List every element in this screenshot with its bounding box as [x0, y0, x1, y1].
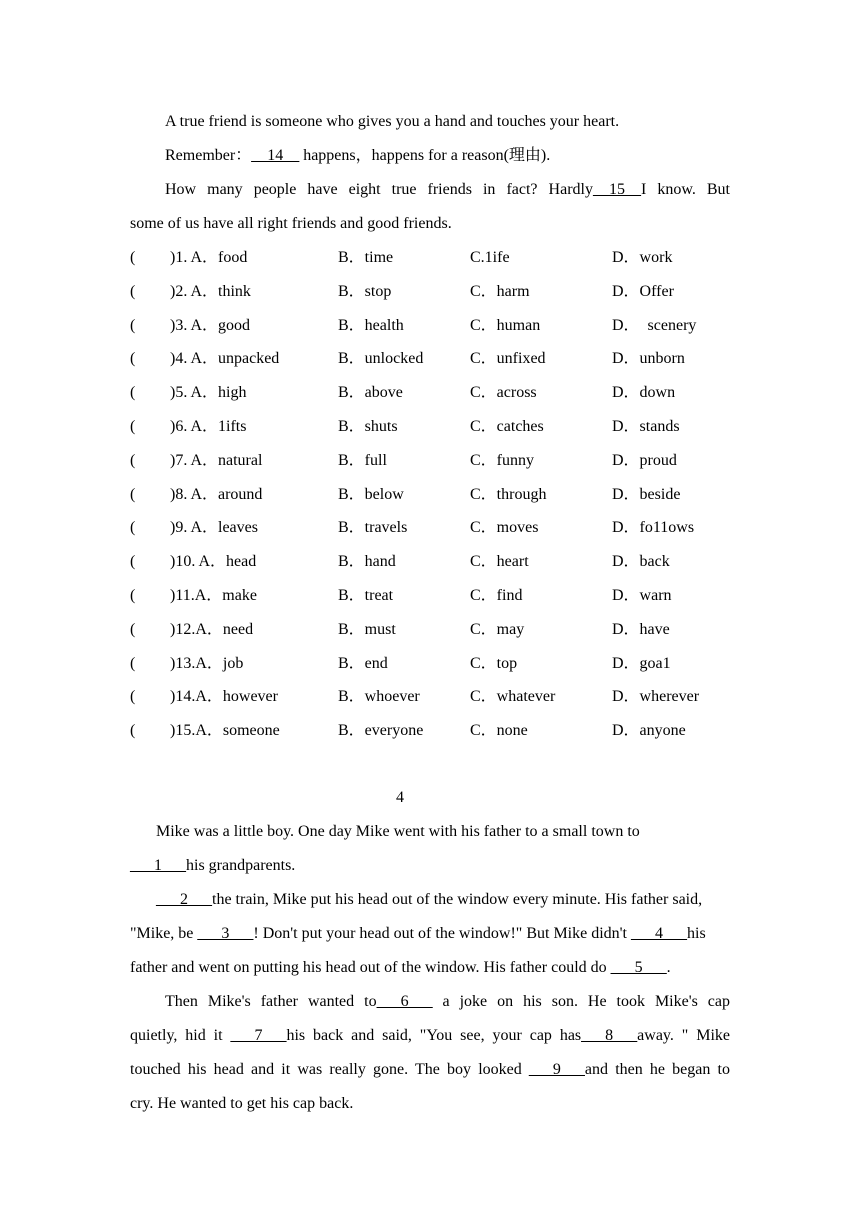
text: some of us have all right friends and good friends.: [130, 215, 452, 232]
answer-paren: (: [130, 282, 136, 300]
text: How many people have eight true friends in fact? Hardly: [165, 181, 593, 198]
blank-6: ___6___: [376, 993, 433, 1010]
answer-paren: (: [130, 587, 136, 604]
text: .: [666, 959, 671, 976]
option-c: C．moves: [470, 519, 539, 537]
option-a: )5. A．high: [170, 384, 247, 402]
blank-4: ___4___: [631, 925, 687, 942]
option-c: C．none: [470, 722, 528, 740]
option-a: )9. A．leaves: [170, 519, 258, 537]
option-a: )11.A．make: [170, 587, 257, 604]
answer-paren: (: [130, 553, 136, 571]
passage-line: [165, 180, 730, 200]
option-c: C．unfixed: [470, 350, 546, 368]
answer-paren: (: [130, 316, 136, 334]
option-d: D．work: [612, 249, 673, 266]
option-b: B．end: [338, 654, 388, 672]
option-b: B．time: [338, 249, 394, 266]
option-d: D．goa1: [612, 654, 671, 672]
answer-paren: (: [130, 654, 136, 672]
question-row: [130, 282, 750, 302]
option-c: C．top: [470, 654, 518, 672]
answer-paren: (: [130, 249, 136, 266]
question-row: [130, 586, 750, 606]
option-b: B．full: [338, 451, 387, 469]
question-row: [130, 349, 750, 369]
text: his back and said, "You see, your cap has: [286, 1027, 582, 1044]
option-b: B．health: [338, 316, 404, 334]
section-number: [0, 788, 800, 808]
text: 4: [396, 789, 404, 806]
option-d: D． scenery: [612, 316, 697, 334]
answer-paren: (: [130, 620, 136, 638]
text: "Mike, be: [130, 925, 198, 942]
option-b: B．everyone: [338, 722, 424, 740]
text: quietly, hid it: [130, 1027, 231, 1044]
text: cry. He wanted to get his cap back.: [130, 1095, 354, 1112]
option-a: )3. A．good: [170, 316, 251, 334]
question-row: [130, 451, 750, 471]
blank-5: ___5___: [610, 959, 667, 976]
option-c: C．heart: [470, 553, 529, 571]
option-d: D．fo11ows: [612, 519, 695, 537]
question-row: [130, 620, 750, 640]
text: A true friend is someone who gives you a hand and touches your heart.: [165, 113, 620, 130]
blank-8: ___8___: [581, 1027, 638, 1044]
answer-paren: (: [130, 519, 136, 537]
option-d: D．stands: [612, 418, 680, 435]
option-b: B．whoever: [338, 688, 420, 706]
blank-7: ___7___: [230, 1027, 287, 1044]
blank-3: ___3___: [197, 925, 254, 942]
option-c: C．funny: [470, 451, 535, 469]
text: the train, Mike put his head out of the window every minute. His father said,: [212, 891, 703, 908]
option-d: D．proud: [612, 451, 677, 469]
option-c: C．across: [470, 384, 537, 402]
answer-paren: (: [130, 485, 136, 503]
passage-line: [130, 1094, 730, 1114]
option-c: C．through: [470, 485, 547, 503]
question-row: [130, 721, 750, 741]
option-b: B．above: [338, 384, 403, 402]
option-c: C．find: [470, 587, 523, 604]
text: happens，happens for a reason(理由).: [299, 147, 551, 164]
blank-15: __15__: [592, 181, 641, 198]
option-d: D．have: [612, 620, 670, 638]
option-d: D．unborn: [612, 350, 685, 368]
question-row: [130, 552, 750, 572]
option-a: )13.A．job: [170, 654, 244, 672]
answer-paren: (: [130, 350, 136, 368]
blank-9: ___9___: [528, 1061, 585, 1078]
passage-line: [165, 112, 765, 132]
text: a joke on his son. He took Mike's cap: [432, 993, 730, 1010]
passage-line: [165, 146, 765, 166]
option-a: )8. A．around: [170, 485, 263, 503]
option-b: B．hand: [338, 553, 396, 571]
option-d: D．down: [612, 384, 676, 402]
option-a: )12.A．need: [170, 620, 254, 638]
option-c: C．may: [470, 620, 525, 638]
question-row: [130, 687, 750, 707]
text: touched his head and it was really gone. The boy looked: [130, 1061, 529, 1078]
passage-line: [130, 1060, 730, 1080]
question-row: [130, 248, 750, 268]
option-c: C．harm: [470, 282, 530, 300]
option-a: )6. A．1ifts: [170, 418, 247, 435]
answer-paren: (: [130, 384, 136, 402]
text: ! Don't put your head out of the window!" But Mike didn't: [253, 925, 631, 942]
passage-line: [156, 890, 756, 910]
text: Mike was a little boy. One day Mike went with his father to a small town to: [156, 823, 640, 840]
option-d: D．anyone: [612, 722, 686, 740]
blank-2: ___2___: [156, 891, 212, 908]
option-d: D．wherever: [612, 688, 700, 706]
blank-1: ___1___: [130, 857, 186, 874]
answer-paren: (: [130, 451, 136, 469]
option-a: )10. A．head: [170, 553, 257, 571]
answer-paren: (: [130, 722, 136, 740]
option-a: )4. A．unpacked: [170, 350, 280, 368]
answer-paren: (: [130, 688, 136, 706]
question-row: [130, 518, 750, 538]
option-a: )14.A．however: [170, 688, 278, 706]
question-row: [130, 383, 750, 403]
option-c: C．catches: [470, 418, 544, 435]
option-d: D．beside: [612, 485, 681, 503]
passage-line: [130, 214, 730, 234]
question-row: [130, 485, 750, 505]
option-d: D．warn: [612, 587, 672, 604]
text: away. " Mike: [637, 1027, 730, 1044]
text: Then Mike's father wanted to: [165, 993, 377, 1010]
option-a: )7. A．natural: [170, 451, 263, 469]
text: father and went on putting his head out of the window. His father could do: [130, 959, 611, 976]
text: his: [687, 925, 706, 942]
option-b: B．stop: [338, 282, 392, 300]
option-b: B．treat: [338, 587, 394, 604]
passage-line: [130, 856, 730, 876]
option-a: )2. A．think: [170, 282, 251, 300]
option-b: B．unlocked: [338, 350, 424, 368]
passage-line: [130, 958, 730, 978]
question-row: [130, 417, 750, 437]
option-b: B．must: [338, 620, 396, 638]
blank-14: __14__: [251, 147, 300, 164]
question-row: [130, 654, 750, 674]
option-a: )15.A．someone: [170, 722, 280, 740]
text: and then he began to: [584, 1061, 730, 1078]
text: I know. But: [640, 181, 730, 198]
text: his grandparents.: [186, 857, 296, 874]
option-c: C．whatever: [470, 688, 556, 706]
passage-line: [156, 822, 756, 842]
passage-line: [165, 992, 730, 1012]
option-b: B．shuts: [338, 418, 398, 435]
option-b: B．travels: [338, 519, 408, 537]
question-row: [130, 316, 750, 336]
option-c: C．human: [470, 316, 541, 334]
option-d: D．back: [612, 553, 670, 571]
option-a: )1. A．food: [170, 249, 248, 266]
option-d: D．Offer: [612, 282, 674, 300]
answer-paren: (: [130, 418, 136, 435]
option-b: B．below: [338, 485, 404, 503]
option-c: C.1ife: [470, 249, 510, 266]
passage-line: [130, 924, 730, 944]
passage-line: [130, 1026, 730, 1046]
text: Remember：: [165, 147, 252, 164]
